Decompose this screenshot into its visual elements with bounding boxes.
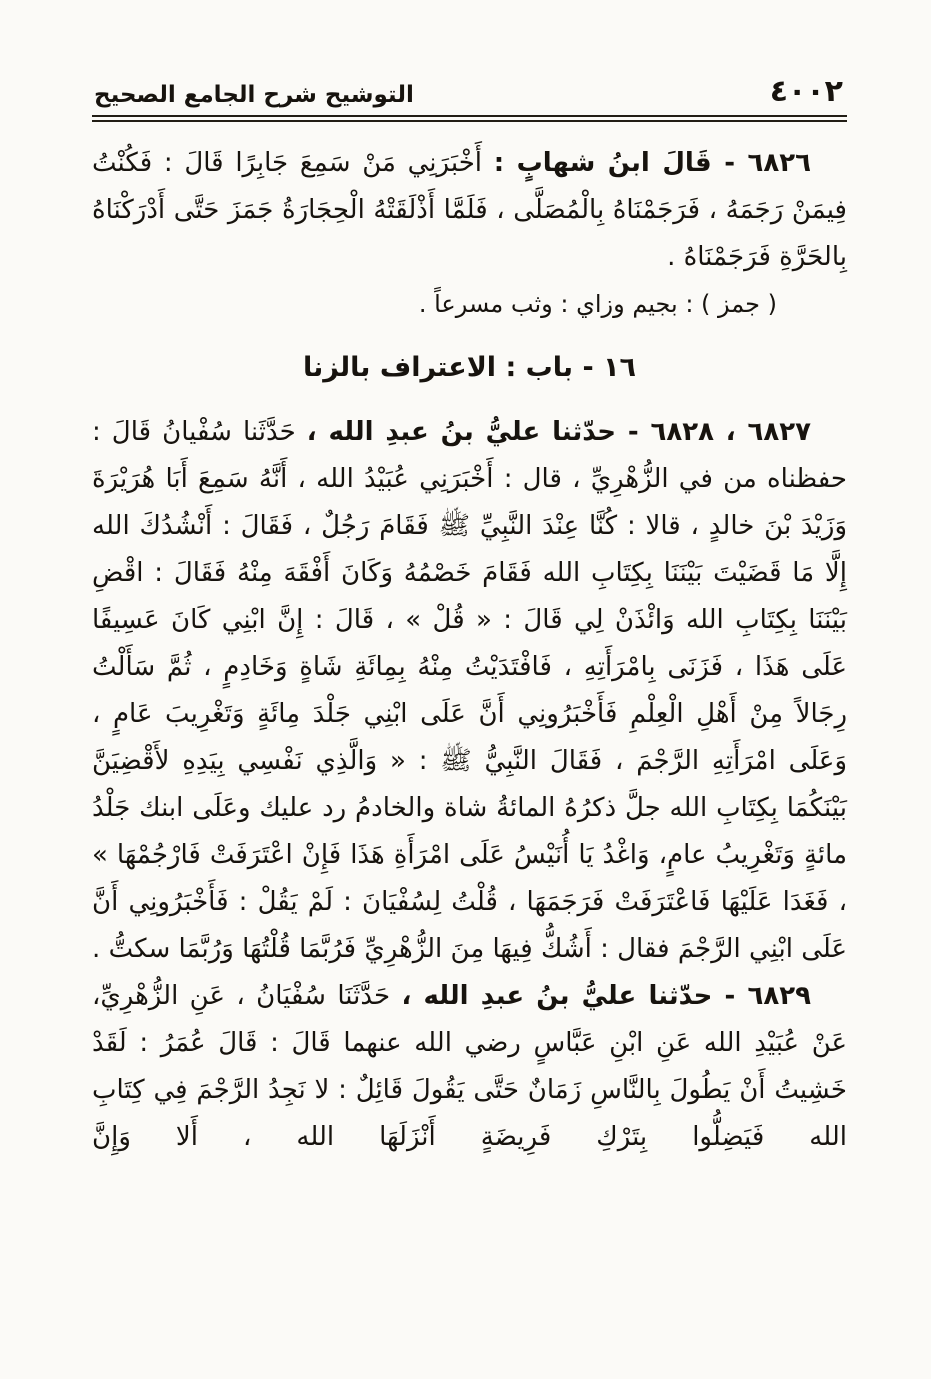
page-number: ٤٠٠٢: [769, 74, 843, 109]
header-divider: [92, 115, 847, 122]
hadith-6827-6828-text: حَدَّثَنا سُفْيانُ قَالَ : حفظناه من في الزُّهْرِيِّ ، قال : أَخْبَرَنِي عُبَيْدُ الله ، أَنَّهُ سَمِعَ أَبَا هُرَيْرَةَ وَزَيْدَ بْنَ خالدٍ ، قالا : كُنَّا عِنْدَ النَّبِيِّ ﷺ فَقَامَ رَجُلٌ ، فَقَالَ : أَنْشُدُكَ الله إِلَّا مَا قَضَيْتَ بَيْنَنَا بِكِتَابِ الله فَقَامَ خَصْمُهُ وَكَانَ أَفْقَهَ مِنْهُ فَقَالَ : اقْضِ بَيْنَنَا بِكِتَابِ الله وَائْذَنْ لِي قَالَ : « قُلْ » ، قَالَ : إِنَّ ابْنِي كَانَ عَسِيفًا عَلَى هَذَا ، فَزَنَى بِامْرَأَتِهِ ، فَافْتَدَيْتُ مِنْهُ بِمِائَةِ شَاةٍ وَخَادِمٍ ، ثُمَّ سَأَلْتُ رِجَالاً مِنْ أَهْلِ الْعِلْمِ فَأَخْبَرُونِي أَنَّ عَلَى ابْنِي جَلْدَ مِائَةٍ وَتَغْرِيبَ عَامٍ ، وَعَلَى امْرَأَتِهِ الرَّجْمَ ، فَقَالَ النَّبِيُّ ﷺ : « وَالَّذِي نَفْسِي بِيَدِهِ لأَقْضِيَنَّ بَيْنَكُمَا بِكِتَابِ الله جلَّ ذكرُهُ المائةُ شاة والخادمُ رد عليك وعَلَى ابنك جَلْدُ مائةٍ وَتَغْرِيبُ عامٍ، وَاغْدُ يَا أُنَيْسُ عَلَى امْرَأَةِ هَذَا فَإِنْ اعْتَرَفَتْ فَارْجُمْهَا » ، فَغَدَا عَلَيْهَا فَاعْتَرَفَتْ فَرَجَمَهَا ، قُلْتُ لِسُفْيَانَ : لَمْ يَقُلْ : فَأَخْبَرُونِي أَنَّ عَلَى ابْنِي الرَّجْمَ فقال : أَشُكُّ فِيهَا مِنَ الزُّهْرِيِّ فَرُبَّمَا قُلْتُهَا وَرُبَّمَا سكتُّ .: [92, 417, 847, 964]
hadith-6829-number: ٦٨٢٩ - حدّثنا عليُّ بنُ عبدِ الله ،: [401, 981, 811, 1011]
hadith-6827-6828-number: ٦٨٢٧ ، ٦٨٢٨ - حدّثنا عليُّ بنُ عبدِ الله ،: [306, 417, 811, 447]
hadith-6829: [92, 973, 847, 1161]
gloss-note: ( جمز ) : بجيم وزاي : وثب مسرعاً .: [418, 290, 777, 318]
hadith-6829-text: حَدَّثَنَا سُفْيَانُ ، عَنِ الزُّهْرِيِّ، عَنْ عُبَيْدِ الله عَنِ ابْنِ عَبَّاسٍ رضي الله عنهما قَالَ : قَالَ عُمَرُ : لَقَدْ خَشِيتُ أَنْ يَطُولَ بِالنَّاسِ زَمَانٌ حَتَّى يَقُولَ قَائِلٌ : لا نَجِدُ الرَّجْمَ فِي كِتَابِ الله فَيَضِلُّوا بِتَرْكِ فَرِيضَةٍ أَنْزَلَهَا الله ، أَلا وَإِنَّ: [92, 981, 847, 1152]
hadith-6826-text: أَخْبَرَنِي مَنْ سَمِعَ جَابِرًا قَالَ : فَكُنْتُ فِيمَنْ رَجَمَهُ ، فَرَجَمْنَاهُ بِالْمُصَلَّى ، فَلَمَّا أَذْلَقَتْهُ الْحِجَارَةُ جَمَزَ حَتَّى أَدْرَكْنَاهُ بِالحَرَّةِ فَرَجَمْنَاهُ .: [92, 148, 847, 272]
page-body: [92, 140, 847, 1161]
page-header: [92, 74, 847, 115]
chapter-heading: ١٦ - باب : الاعتراف بالزنا: [302, 352, 637, 383]
hadith-6826-number: ٦٨٢٦ - قَالَ ابنُ شهابٍ :: [493, 148, 811, 178]
hadith-6827-6828: [92, 409, 847, 973]
hadith-6826: [92, 140, 847, 281]
book-title: التوشيح شرح الجامع الصحيح: [94, 81, 414, 108]
